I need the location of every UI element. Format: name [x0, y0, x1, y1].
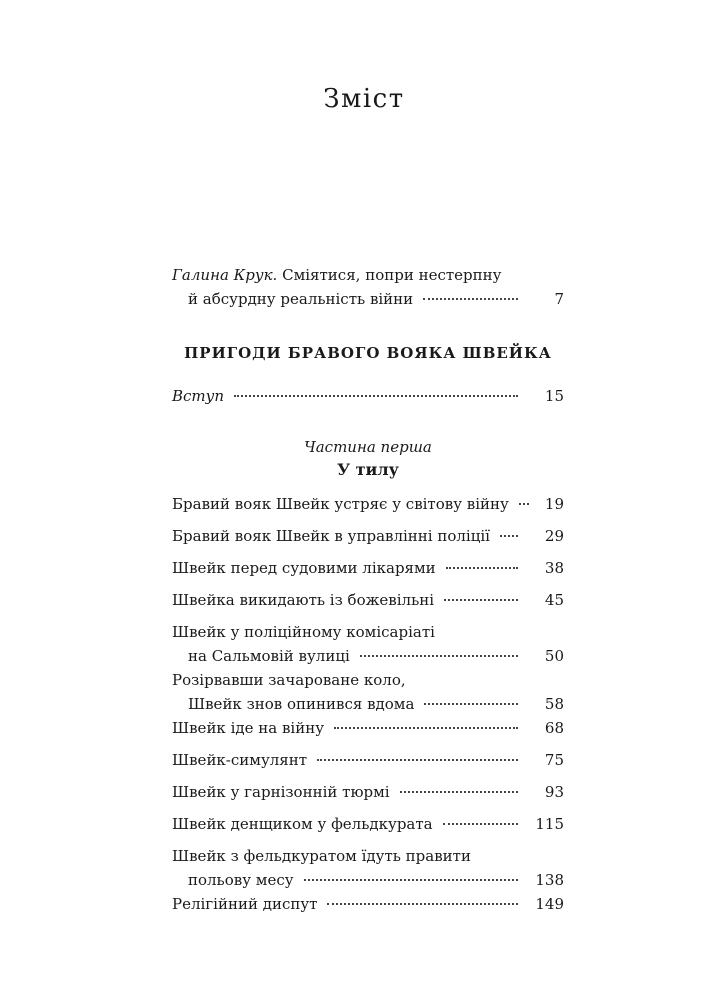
intro-title-line2: й абсурдну реальність війни — [188, 290, 414, 308]
toc-entry-vstup[interactable] — [172, 384, 564, 408]
intro-author: Галина Крук. — [172, 266, 278, 284]
page-number: 7 — [554, 290, 564, 308]
toc-entry[interactable] — [172, 844, 564, 892]
toc-entry[interactable] — [172, 620, 564, 668]
section-heading: ПРИГОДИ БРАВОГО ВОЯКА ШВЕЙКА — [184, 344, 552, 362]
dot-leader — [400, 791, 518, 793]
entry-title: Швейк-симулянт — [172, 751, 308, 769]
dot-leader — [423, 298, 518, 300]
page-number: 68 — [544, 719, 564, 737]
toc-entry-intro[interactable] — [172, 263, 564, 311]
toc-entry[interactable] — [172, 588, 564, 612]
dot-leader — [360, 655, 518, 657]
dot-leader — [443, 823, 518, 825]
entry-title: Бравий вояк Швейк в управлінні поліції — [172, 527, 490, 545]
entry-title-line1: Розірвавши зачароване коло, — [172, 671, 406, 689]
part-label: Частина перша — [304, 438, 432, 456]
toc-entry[interactable] — [172, 524, 564, 548]
dot-leader — [234, 395, 518, 397]
toc-entry[interactable] — [172, 780, 564, 804]
toc-entry[interactable] — [172, 492, 564, 516]
dot-leader — [500, 535, 518, 537]
entry-title-line2: польову месу — [188, 871, 294, 889]
toc-entry[interactable] — [172, 668, 564, 716]
page-number: 149 — [535, 895, 564, 913]
page-number: 138 — [535, 871, 564, 889]
toc-entry[interactable] — [172, 812, 564, 836]
dot-leader — [519, 503, 529, 505]
dot-leader — [444, 599, 518, 601]
dot-leader — [334, 727, 518, 729]
toc-entry[interactable] — [172, 556, 564, 580]
entry-title-line1: Швейк з фельдкуратом їдуть правити — [172, 847, 471, 865]
page-title: Зміст — [323, 84, 405, 114]
page-number: 75 — [544, 751, 564, 769]
entry-title: Бравий вояк Швейк устряє у світову війну — [172, 495, 509, 513]
entry-title-line1: Швейк у поліційному комісаріаті — [172, 623, 435, 641]
entry-title: Швейк у гарнізонній тюрмі — [172, 783, 390, 801]
entry-title: Швейк перед судовими лікарями — [172, 559, 436, 577]
entry-title: Релігійний диспут — [172, 895, 318, 913]
entry-title: Швейк денщиком у фельдкурата — [172, 815, 433, 833]
intro-title-line1: Сміятися, попри нестерпну — [277, 266, 502, 284]
page-number: 29 — [544, 527, 564, 545]
entry-title: Швейк іде на війну — [172, 719, 325, 737]
page-number: 93 — [544, 783, 564, 801]
entry-title: Швейка викидають із божевільні — [172, 591, 435, 609]
dot-leader — [446, 567, 518, 569]
dot-leader — [327, 903, 518, 905]
page-number: 50 — [544, 647, 564, 665]
dot-leader — [424, 703, 518, 705]
dot-leader — [304, 879, 518, 881]
toc-entry[interactable] — [172, 716, 564, 740]
page-number: 15 — [544, 387, 564, 405]
toc-entry[interactable] — [172, 748, 564, 772]
page-number: 38 — [544, 559, 564, 577]
page-number: 58 — [544, 695, 564, 713]
page-number: 45 — [544, 591, 564, 609]
vstup-title: Вступ — [172, 387, 225, 405]
page-number: 19 — [544, 495, 564, 513]
page-number: 115 — [535, 815, 564, 833]
dot-leader — [317, 759, 518, 761]
toc-entry[interactable] — [172, 892, 564, 916]
entry-title-line2: на Сальмовій вулиці — [188, 647, 350, 665]
part-title: У тилу — [337, 460, 399, 479]
entry-title-line2: Швейк знов опинився вдома — [188, 695, 415, 713]
